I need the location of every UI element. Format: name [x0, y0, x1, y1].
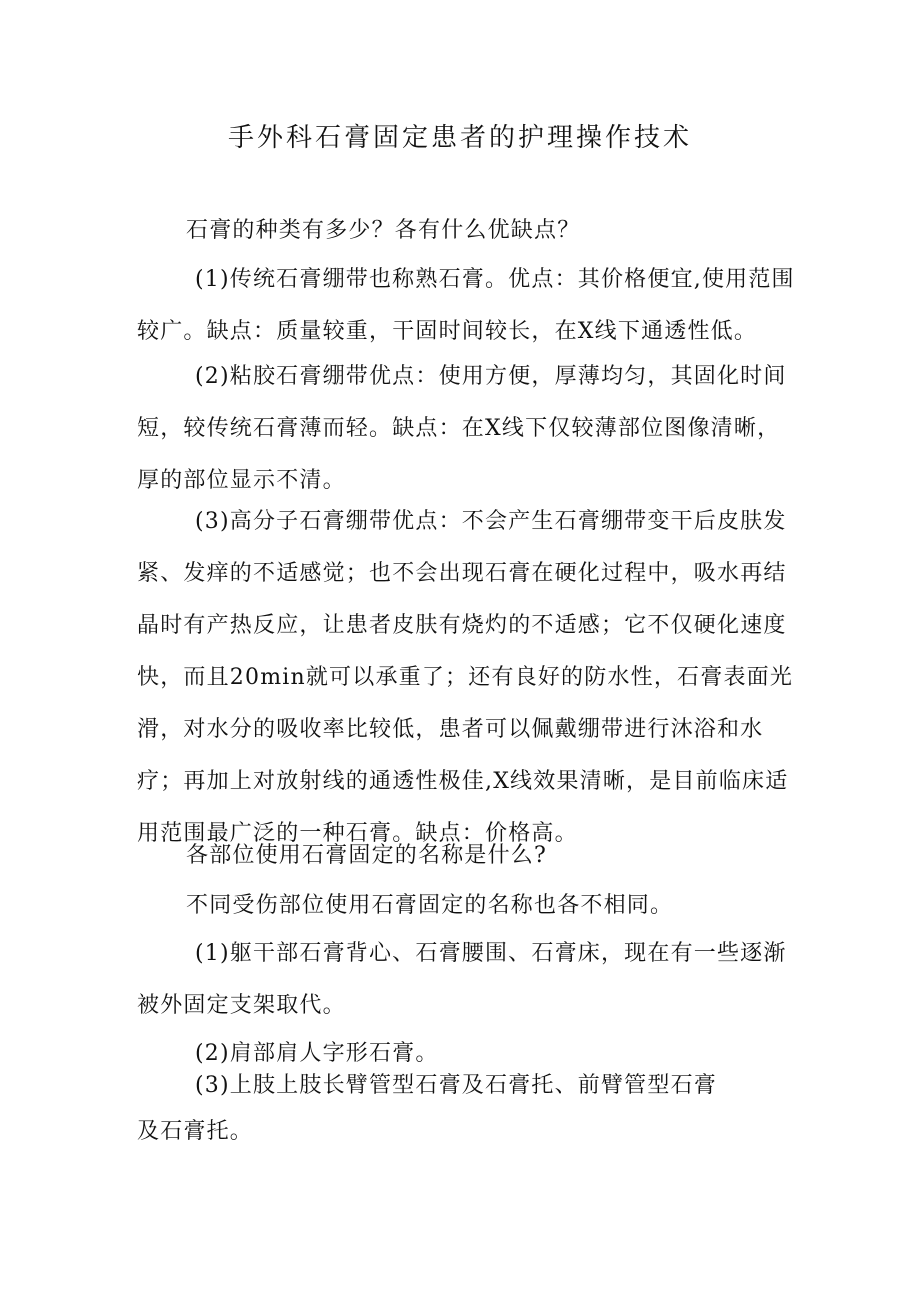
paragraph-upper-limb: (3)上肢上肢长臂管型石膏及石膏托、前臂管型石膏及石膏托。	[137, 1073, 717, 1144]
document-title: 手外科石膏固定患者的护理操作技术	[227, 123, 692, 153]
paragraph-adhesive-plaster: (2)粘胶石膏绷带优点：使用方便，厚薄均匀，其固化时间短，较传统石膏薄而轻。缺点：在X线下仅较薄部位图像清晰，厚的部位显示不清。	[137, 364, 787, 493]
paragraph-names-intro: 不同受伤部位使用石膏固定的名称也各不相同。	[186, 893, 674, 918]
paragraph-traditional-plaster: (1)传统石膏绷带也称熟石膏。优点：其价格便宜,使用范围较广。缺点：质量较重，干固时间较长，在X线下通透性低。	[137, 267, 795, 344]
paragraph-trunk: (1)躯干部石膏背心、石膏腰围、石膏床，现在有一些逐渐被外固定支架取代。	[137, 941, 787, 1018]
paragraph-question-types: 石膏的种类有多少？各有什么优缺点？	[186, 218, 581, 243]
paragraph-question-names: 各部位使用石膏固定的名称是什么?	[186, 843, 547, 868]
paragraph-shoulder: (2)肩部肩人字形石膏。	[195, 1041, 439, 1066]
paragraph-polymer-plaster: (3)高分子石膏绷带优点：不会产生石膏绷带变干后皮肤发紧、发痒的不适感觉；也不会出现石膏在硬化过程中，吸水再结晶时有产热反应，让患者皮肤有烧灼的不适感；它不仅硬化速度快，而且20min就可以承重了；还有良好的防水性，石膏表面光滑，对水分的吸收率比较低，患者可以佩戴绷带进行沐浴和水疗；再加上对放射线的通透性极佳,X线效果清晰，是目前临床适用范围最广泛的一种石膏。缺点：价格高。	[137, 509, 794, 846]
